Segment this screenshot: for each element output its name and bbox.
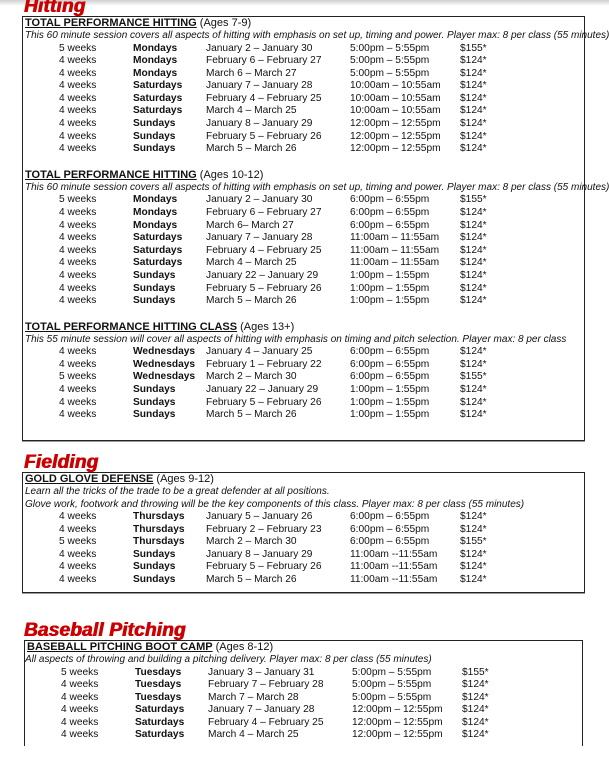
session-price: $124* — [462, 691, 489, 703]
session-row — [23, 232, 584, 245]
session-row — [23, 207, 584, 220]
session-row — [25, 679, 582, 692]
session-dates: January 22 – January 29 — [206, 269, 319, 281]
session-dates: February 4 – February 25 — [206, 92, 322, 104]
session-time: 6:00pm – 6:55pm — [350, 346, 430, 358]
session-dates: March 4 – March 25 — [206, 257, 297, 269]
session-day: Sundays — [133, 409, 176, 421]
session-day: Mondays — [133, 194, 178, 206]
session-weeks: 4 weeks — [59, 244, 97, 256]
session-row — [23, 359, 584, 372]
session-row — [23, 43, 584, 56]
session-price: $124* — [460, 383, 487, 395]
session-weeks: 4 weeks — [61, 729, 99, 741]
fielding-box — [22, 472, 585, 593]
class-description: Learn all the tricks of the trade to be a great defender at all positions. — [25, 486, 330, 497]
session-day: Mondays — [133, 206, 178, 218]
session-dates: February 6 – February 27 — [206, 206, 322, 218]
session-weeks: 4 weeks — [61, 691, 99, 703]
session-day: Sundays — [133, 295, 176, 307]
session-day: Tuesdays — [135, 679, 182, 691]
session-price: $155* — [460, 194, 487, 206]
session-weeks: 4 weeks — [59, 92, 97, 104]
session-list — [23, 43, 584, 156]
session-row — [25, 704, 582, 717]
class-title — [23, 321, 584, 334]
session-time: 5:00pm – 5:55pm — [352, 691, 432, 703]
session-price: $124* — [460, 118, 487, 130]
session-time: 5:00pm – 5:55pm — [352, 666, 432, 678]
session-weeks: 4 weeks — [61, 704, 99, 716]
session-time: 11:00am --11:55am — [350, 548, 438, 560]
session-day: Tuesdays — [135, 691, 182, 703]
session-weeks: 4 weeks — [59, 561, 97, 573]
session-row — [23, 371, 584, 384]
session-price: $124* — [460, 92, 487, 104]
session-dates: January 4 – January 25 — [206, 346, 313, 358]
session-row — [23, 511, 584, 524]
session-dates: March 6– March 27 — [206, 219, 294, 231]
session-day: Sundays — [133, 143, 176, 155]
session-time: 1:00pm – 1:55pm — [350, 269, 430, 281]
session-day: Saturdays — [133, 92, 183, 104]
session-time: 12:00pm – 12:55pm — [352, 704, 443, 716]
class-description: This 55 minute session will cover all aspects of hitting with emphasis on timing and pitch selection. Player max: 8 per class — [25, 333, 567, 345]
session-time: 6:00pm – 6:55pm — [350, 194, 430, 206]
session-row — [25, 729, 582, 742]
session-day: Wednesdays — [133, 346, 196, 358]
session-day: Saturdays — [135, 704, 185, 716]
session-day: Sundays — [133, 383, 176, 395]
session-list — [25, 667, 582, 743]
session-price: $124* — [460, 257, 487, 269]
session-row — [23, 131, 584, 144]
session-day: Wednesdays — [133, 358, 196, 370]
session-day: Mondays — [133, 42, 178, 54]
session-dates: January 2 – January 30 — [206, 42, 313, 54]
session-dates: January 7 – January 28 — [206, 80, 313, 92]
session-price: $124* — [460, 269, 487, 281]
session-row — [25, 692, 582, 705]
session-dates: January 3 – January 31 — [208, 666, 315, 678]
session-dates: March 5 – March 26 — [206, 573, 297, 585]
session-day: Sundays — [133, 396, 176, 408]
session-weeks: 4 weeks — [59, 80, 97, 92]
session-row — [23, 220, 584, 233]
session-time: 10:00am – 10:55am — [350, 80, 441, 92]
session-day: Saturdays — [133, 80, 183, 92]
session-price: $124* — [460, 130, 487, 142]
class-name: GOLD GLOVE DEFENSE — [25, 473, 154, 485]
session-dates: January 8 – January 29 — [206, 548, 313, 560]
session-price: $124* — [460, 80, 487, 92]
hitting-box — [22, 16, 609, 441]
session-day: Wednesdays — [133, 371, 196, 383]
session-day: Thursdays — [133, 523, 185, 535]
session-row — [23, 561, 584, 574]
session-weeks: 5 weeks — [59, 194, 97, 206]
session-time: 5:00pm – 5:55pm — [350, 67, 430, 79]
session-weeks: 4 weeks — [59, 55, 97, 67]
session-row — [25, 717, 582, 730]
session-time: 12:00pm – 12:55pm — [352, 729, 443, 741]
class-description: This 60 minute session covers all aspects of hitting with emphasis on set up, timing and power. Player max: 8 per class (55 minutes) — [25, 181, 609, 193]
session-weeks: 4 weeks — [59, 257, 97, 269]
session-weeks: 4 weeks — [59, 573, 97, 585]
class-title — [23, 473, 584, 486]
session-day: Mondays — [133, 219, 178, 231]
session-row — [23, 55, 584, 68]
session-day: Saturdays — [133, 257, 183, 269]
session-time: 6:00pm – 6:55pm — [350, 206, 430, 218]
session-row — [23, 194, 584, 207]
session-time: 1:00pm – 1:55pm — [350, 295, 430, 307]
class-block — [23, 321, 584, 422]
session-price: $124* — [460, 346, 487, 358]
session-day: Mondays — [133, 55, 178, 67]
session-time: 12:00pm – 12:55pm — [350, 130, 441, 142]
session-list — [23, 194, 584, 307]
class-ages: (Ages 13+) — [237, 320, 295, 333]
session-dates: March 6 – March 27 — [206, 67, 297, 79]
session-dates: January 7 – January 28 — [206, 232, 313, 244]
session-weeks: 4 weeks — [59, 269, 97, 281]
session-dates: February 5 – February 26 — [206, 561, 322, 573]
session-price: $124* — [460, 219, 487, 231]
session-time: 5:00pm – 5:55pm — [350, 42, 430, 54]
session-price: $124* — [460, 67, 487, 79]
session-price: $124* — [462, 704, 489, 716]
class-title — [23, 17, 584, 30]
session-day: Sundays — [133, 561, 176, 573]
session-weeks: 4 weeks — [59, 548, 97, 560]
class-block — [25, 641, 582, 742]
session-row — [23, 245, 584, 258]
session-list — [23, 511, 584, 587]
session-price: $155* — [460, 371, 487, 383]
session-dates: February 1 – February 22 — [206, 358, 322, 370]
class-description: Glove work, footwork and throwing will be the key components of this class. Player max: 8 per class (55 minutes) — [25, 498, 525, 510]
session-time: 10:00am – 10:55am — [350, 92, 441, 104]
session-weeks: 4 weeks — [59, 358, 97, 370]
session-day: Saturdays — [133, 232, 183, 244]
session-day: Thursdays — [133, 536, 185, 548]
class-block — [23, 17, 609, 156]
session-price: $124* — [460, 55, 487, 67]
session-weeks: 4 weeks — [59, 118, 97, 130]
session-weeks: 4 weeks — [59, 282, 97, 294]
class-description: This 60 minute session covers all aspects of hitting with emphasis on set up, timing and power. Player max: 8 per class (55 minutes) — [25, 30, 609, 41]
session-row — [23, 118, 584, 131]
session-dates: January 2 – January 30 — [206, 194, 313, 206]
session-day: Sundays — [133, 573, 176, 585]
session-row — [23, 283, 584, 296]
section-heading-fielding: Fielding — [24, 452, 99, 473]
session-weeks: 4 weeks — [59, 383, 97, 395]
session-dates: January 22 – January 29 — [206, 383, 319, 395]
section-heading-baseball-pitching: Baseball Pitching — [24, 620, 186, 641]
class-ages: (Ages 10-12) — [196, 168, 264, 181]
session-dates: February 5 – February 26 — [206, 282, 322, 294]
session-dates: March 5 – March 26 — [206, 295, 297, 307]
session-price: $124* — [462, 729, 489, 741]
session-price: $124* — [460, 232, 487, 244]
session-price: $124* — [460, 282, 487, 294]
session-price: $124* — [460, 143, 487, 155]
session-dates: March 5 – March 26 — [206, 143, 297, 155]
session-dates: February 4 – February 25 — [206, 244, 322, 256]
session-day: Sundays — [133, 548, 176, 560]
class-title — [25, 641, 582, 654]
session-price: $124* — [460, 511, 487, 522]
class-ages: (Ages 7-9) — [196, 17, 252, 29]
session-time: 6:00pm – 6:55pm — [350, 523, 430, 535]
session-weeks: 4 weeks — [59, 105, 97, 117]
session-row — [23, 105, 584, 118]
session-day: Tuesdays — [135, 666, 182, 678]
session-row — [23, 397, 584, 410]
session-dates: February 5 – February 26 — [206, 396, 322, 408]
session-price: $155* — [462, 666, 489, 678]
session-price: $124* — [460, 396, 487, 408]
session-weeks: 4 weeks — [59, 346, 97, 358]
session-time: 6:00pm – 6:55pm — [350, 371, 430, 383]
session-weeks: 4 weeks — [61, 679, 99, 691]
session-time: 1:00pm – 1:55pm — [350, 396, 430, 408]
session-time: 12:00pm – 12:55pm — [352, 716, 443, 728]
class-name: TOTAL PERFORMANCE HITTING CLASS — [25, 320, 238, 333]
class-block — [23, 168, 609, 308]
session-price: $124* — [460, 295, 487, 307]
session-price: $124* — [462, 716, 489, 728]
session-weeks: 5 weeks — [59, 42, 97, 54]
session-day: Thursdays — [133, 511, 185, 522]
session-row — [23, 93, 584, 106]
session-price: $124* — [460, 244, 487, 256]
session-time: 1:00pm – 1:55pm — [350, 383, 430, 395]
session-day: Saturdays — [133, 105, 183, 117]
session-weeks: 4 weeks — [59, 409, 97, 421]
session-price: $124* — [460, 561, 487, 573]
session-price: $155* — [460, 42, 487, 54]
session-weeks: 5 weeks — [61, 666, 99, 678]
session-time: 5:00pm – 5:55pm — [352, 679, 432, 691]
session-row — [23, 574, 584, 587]
session-row — [23, 295, 584, 308]
session-row — [23, 257, 584, 270]
session-dates: January 7 – January 28 — [208, 704, 315, 716]
session-dates: March 4 – March 25 — [208, 729, 299, 741]
session-row — [23, 549, 584, 562]
session-row — [23, 409, 584, 422]
session-day: Mondays — [133, 67, 178, 79]
session-time: 11:00am --11:55am — [350, 573, 438, 585]
session-dates: January 8 – January 29 — [206, 118, 313, 130]
session-row — [23, 524, 584, 537]
session-weeks: 4 weeks — [59, 206, 97, 218]
session-dates: March 4 – March 25 — [206, 105, 297, 117]
session-price: $124* — [460, 409, 487, 421]
session-time: 6:00pm – 6:55pm — [350, 536, 430, 548]
session-dates: February 6 – February 27 — [206, 55, 322, 67]
session-weeks: 4 weeks — [59, 67, 97, 79]
class-name: BASEBALL PITCHING BOOT CAMP — [27, 641, 213, 653]
session-time: 12:00pm – 12:55pm — [350, 143, 441, 155]
pitching-box — [24, 640, 583, 746]
session-time: 12:00pm – 12:55pm — [350, 118, 441, 130]
session-time: 6:00pm – 6:55pm — [350, 511, 430, 522]
session-day: Sundays — [133, 269, 176, 281]
session-weeks: 4 weeks — [59, 219, 97, 231]
class-ages: (Ages 9-12) — [153, 473, 214, 485]
session-day: Sundays — [133, 130, 176, 142]
session-time: 1:00pm – 1:55pm — [350, 282, 430, 294]
session-weeks: 4 weeks — [59, 232, 97, 244]
session-day: Sundays — [133, 118, 176, 130]
session-price: $124* — [462, 679, 489, 691]
session-weeks: 4 weeks — [59, 523, 97, 535]
session-dates: March 2 – March 30 — [206, 536, 297, 548]
session-weeks: 4 weeks — [59, 130, 97, 142]
section-heading-hitting: Hitting — [24, 0, 86, 17]
session-row — [23, 68, 584, 81]
session-time: 11:00am – 11:55am — [350, 232, 440, 244]
class-name: TOTAL PERFORMANCE HITTING — [25, 168, 197, 181]
session-price: $124* — [460, 523, 487, 535]
session-day: Sundays — [133, 282, 176, 294]
session-row — [23, 384, 584, 397]
session-dates: February 4 – February 25 — [208, 716, 324, 728]
session-dates: March 2 – March 30 — [206, 371, 297, 383]
class-description: All aspects of throwing and building a pitching delivery. Player max: 8 per class (55 minutes) — [25, 654, 432, 665]
session-weeks: 5 weeks — [59, 371, 97, 383]
session-weeks: 4 weeks — [61, 716, 99, 728]
session-weeks: 4 weeks — [59, 295, 97, 307]
session-price: $124* — [460, 105, 487, 117]
session-dates: February 2 – February 23 — [206, 523, 322, 535]
session-day: Saturdays — [135, 716, 185, 728]
session-time: 6:00pm – 6:55pm — [350, 219, 430, 231]
session-day: Saturdays — [135, 729, 185, 741]
session-time: 5:00pm – 5:55pm — [350, 55, 430, 67]
session-day: Saturdays — [133, 244, 183, 256]
session-price: $124* — [460, 206, 487, 218]
session-dates: February 7 – February 28 — [208, 679, 324, 691]
session-dates: January 5 – January 26 — [206, 511, 313, 522]
session-weeks: 4 weeks — [59, 511, 97, 522]
session-time: 11:00am --11:55am — [350, 561, 438, 573]
session-dates: March 5 – March 26 — [206, 409, 297, 421]
session-dates: February 5 – February 26 — [206, 130, 322, 142]
session-row — [25, 667, 582, 680]
session-dates: March 7 – March 28 — [208, 691, 299, 703]
session-weeks: 5 weeks — [59, 536, 97, 548]
session-row — [23, 80, 584, 93]
session-row — [23, 270, 584, 283]
class-name: TOTAL PERFORMANCE HITTING — [25, 17, 197, 29]
class-block — [23, 473, 584, 587]
session-row — [23, 536, 584, 549]
class-title — [23, 169, 584, 182]
session-time: 1:00pm – 1:55pm — [350, 409, 430, 421]
session-weeks: 4 weeks — [59, 143, 97, 155]
session-row — [23, 346, 584, 359]
session-list — [23, 346, 584, 422]
session-time: 6:00pm – 6:55pm — [350, 358, 430, 370]
session-price: $155* — [460, 536, 487, 548]
session-price: $124* — [460, 358, 487, 370]
session-row — [23, 143, 584, 156]
session-price: $124* — [460, 548, 487, 560]
session-time: 11:00am – 11:55am — [350, 257, 440, 269]
page-top-shadow — [0, 0, 609, 6]
session-weeks: 4 weeks — [59, 396, 97, 408]
class-ages: (Ages 8-12) — [212, 641, 274, 653]
session-time: 10:00am – 10:55am — [350, 105, 441, 117]
session-price: $124* — [460, 573, 487, 585]
session-time: 11:00am – 11:55am — [350, 244, 440, 256]
